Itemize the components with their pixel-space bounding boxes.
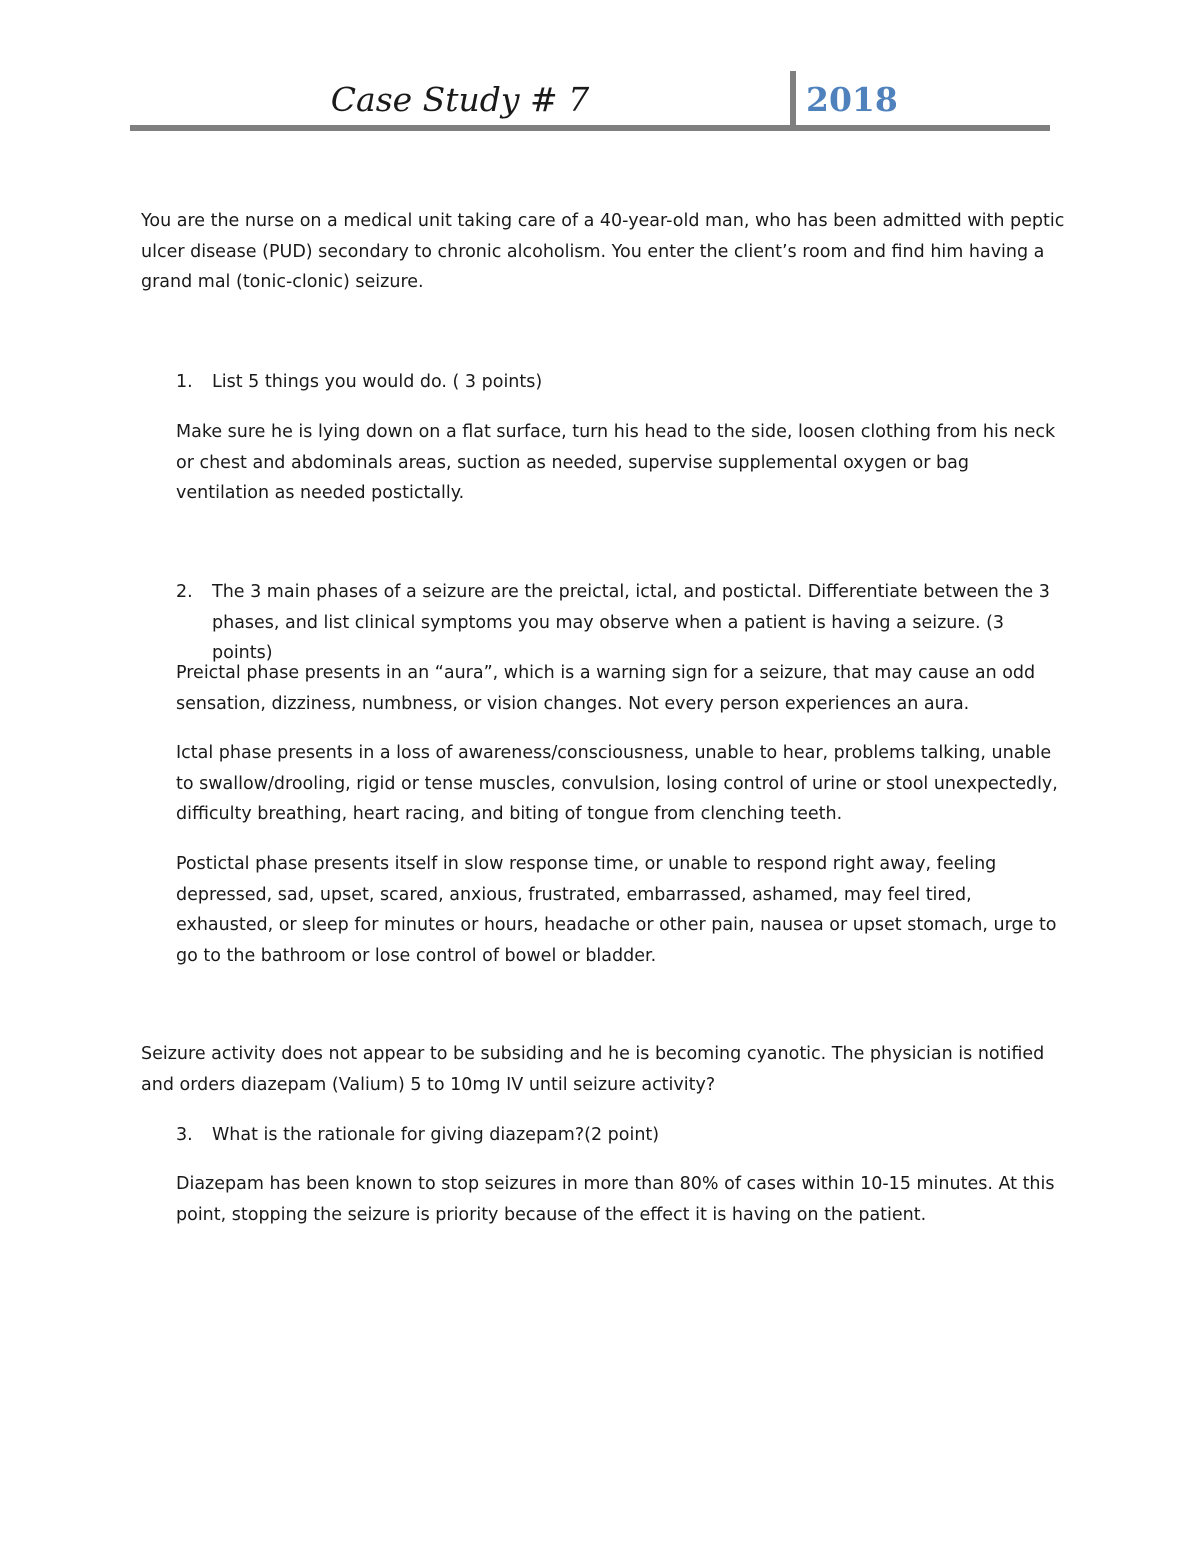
question-number: 2.	[176, 582, 193, 602]
answer-3: Diazepam has been known to stop seizures in more than 80% of cases within 10-15 minutes. At this point, stopping the seizure is priority because of the effect it is having on the patient.	[176, 1174, 1055, 1225]
question-number: 1.	[176, 372, 193, 392]
question-text: The 3 main phases of a seizure are the preictal, ictal, and postictal. Differentiate between the 3 phases, and list clinical symptoms you may observe when a patient is having a seizure. (3 points)	[212, 582, 1050, 663]
answer-1: Make sure he is lying down on a flat surface, turn his head to the side, loosen clothing from his neck or chest and abdominals areas, suction as needed, supervise supplemental oxygen or bag ventilation as needed postictally.	[176, 422, 1056, 503]
intro-paragraph: You are the nurse on a medical unit taking care of a 40-year-old man, who has been admitted with peptic ulcer disease (PUD) secondary to chronic alcoholism. You enter the client’s room and find him having a grand mal (tonic-clonic) seizure.	[141, 211, 1065, 292]
answer-2-postictal: Postictal phase presents itself in slow response time, or unable to respond right away, feeling depressed, sad, upset, scared, anxious, frustrated, embarrassed, ashamed, may feel tired, exhausted, or sleep for minutes or hours, headache or other pain, nausea or upset stomach, urge to go to the bathroom or lose control of bowel or bladder.	[176, 854, 1057, 966]
question-text: What is the rationale for giving diazepam?(2 point)	[212, 1125, 660, 1145]
question-text: List 5 things you would do. ( 3 points)	[212, 372, 543, 392]
question-3	[176, 1120, 1066, 1151]
document-year: 2018	[806, 80, 898, 119]
answer-2-ictal: Ictal phase presents in a loss of awareness/consciousness, unable to hear, problems talking, unable to swallow/drooling, rigid or tense muscles, convulsion, losing control of urine or stool unexpectedly, difficulty breathing, heart racing, and biting of tongue from clenching teeth.	[176, 743, 1058, 824]
question-1	[176, 367, 1066, 398]
scenario-2-paragraph: Seizure activity does not appear to be subsiding and he is becoming cyanotic. The physician is notified and orders diazepam (Valium) 5 to 10mg IV until seizure activity?	[141, 1044, 1045, 1095]
header-divider-vertical	[790, 71, 796, 131]
answer-2-preictal: Preictal phase presents in an “aura”, which is a warning sign for a seizure, that may cause an odd sensation, dizziness, numbness, or vision changes. Not every person experiences an aura.	[176, 663, 1036, 714]
header-rule	[130, 125, 1050, 131]
question-number: 3.	[176, 1125, 193, 1145]
question-2	[176, 577, 1066, 669]
document-title: Case Study # 7	[330, 80, 590, 119]
